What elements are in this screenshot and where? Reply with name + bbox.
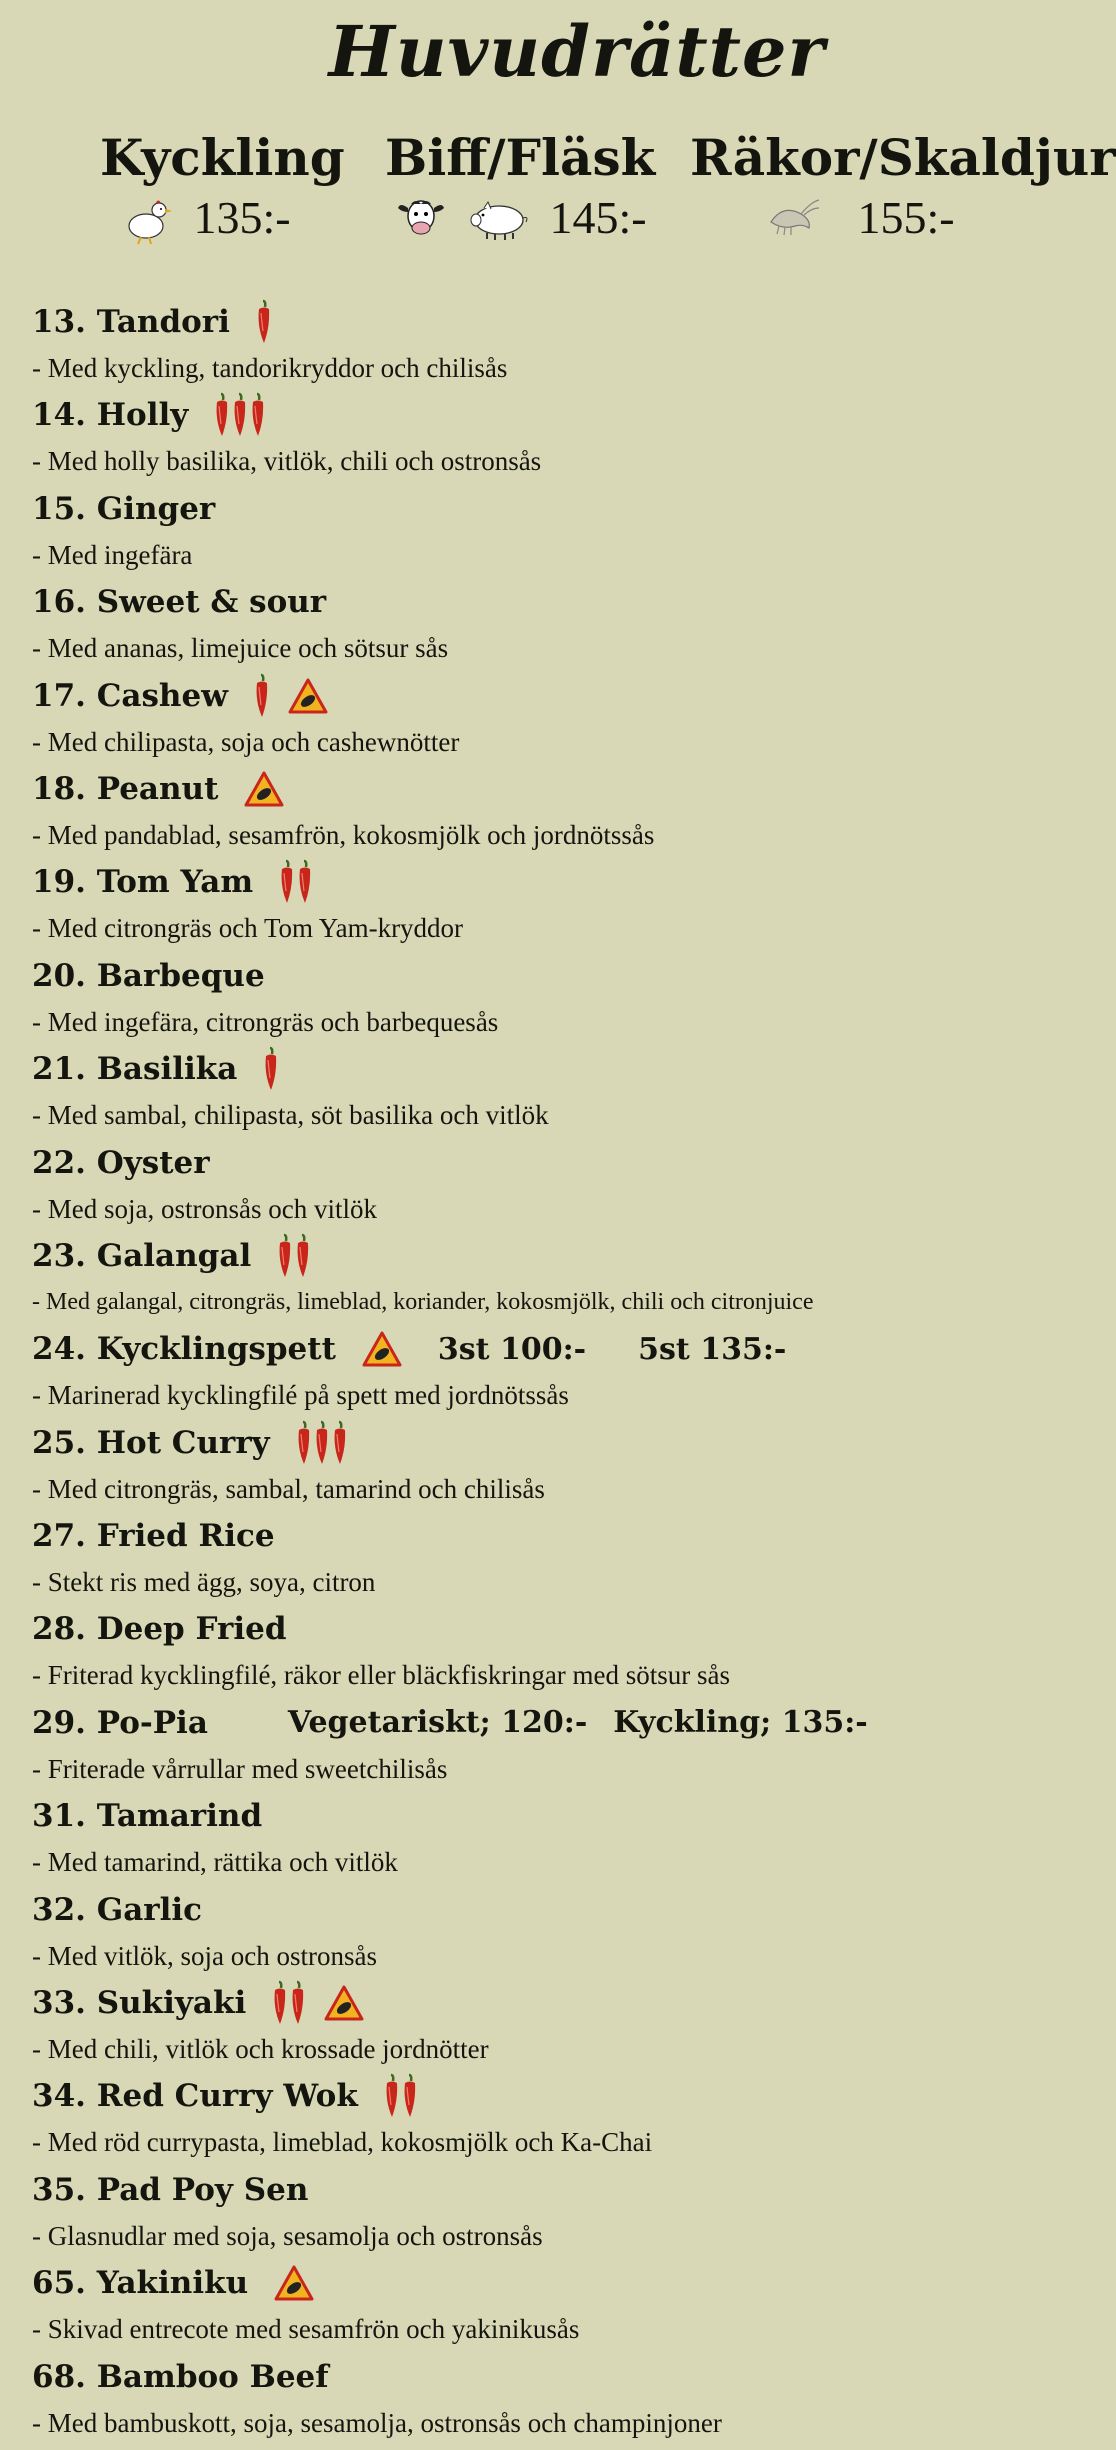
chili-icon [256, 299, 272, 345]
menu-item [32, 1137, 1032, 1230]
page-title: Huvudrätter [328, 10, 826, 93]
menu-item-header [32, 856, 1032, 908]
menu-item [32, 1790, 1032, 1883]
menu-item-description: - Med soja, ostronsås och vitlök [32, 1193, 377, 1224]
category-biff-flask [385, 128, 655, 246]
menu-item [32, 1510, 1032, 1603]
menu-item-description: - Skivad entrecote med sesamfrön och yakinikusås [32, 2314, 580, 2345]
menu-item-title: 14. Holly [32, 397, 189, 434]
menu-item-header [32, 1323, 1032, 1375]
chili-icon [279, 859, 295, 905]
menu-item [32, 1603, 1032, 1696]
menu-item-header [32, 1043, 1032, 1095]
menu-item-description: - Med holly basilika, vitlök, chili och ostronsås [32, 446, 542, 477]
category-price: 155:- [857, 192, 955, 243]
menu-item-header [32, 1977, 1032, 2029]
menu-item-icons [279, 859, 315, 905]
menu-item-title: 31. Tamarind [32, 1798, 263, 1835]
menu-item-title: 16. Sweet & sour [32, 584, 327, 621]
menu-item-icons [296, 1420, 350, 1466]
nut-warning-icon [288, 678, 328, 714]
pig-icon [467, 190, 531, 246]
menu-item [32, 389, 1032, 482]
menu-item-description: - Stekt ris med ägg, soya, citron [32, 1567, 376, 1598]
category-rakor-skaldjur [690, 128, 1116, 246]
chili-icon [232, 392, 248, 438]
menu-item-header [32, 1884, 1032, 1936]
menu-item-header [32, 2351, 1032, 2403]
menu-item-price-option: 5st 135:- [638, 1331, 787, 1367]
menu-item [32, 483, 1032, 576]
menu-item-title: 65. Yakiniku [32, 2265, 249, 2302]
chili-icon [402, 2073, 418, 2119]
chili-icon [272, 1980, 288, 2026]
chili-icon [214, 392, 230, 438]
menu-item-description: - Med chili, vitlök och krossade jordnötter [32, 2034, 489, 2065]
menu-item-description: - Med citrongräs, sambal, tamarind och chilisås [32, 1473, 545, 1504]
menu-item-title: 17. Cashew [32, 677, 228, 714]
category-price: 145:- [549, 192, 647, 243]
category-name: Kyckling [100, 128, 345, 187]
chicken-icon [119, 190, 175, 246]
menu-item-title: 21. Basilika [32, 1051, 238, 1088]
menu-item-header [32, 2257, 1032, 2309]
menu-item [32, 2164, 1032, 2257]
menu-item-header [32, 763, 1032, 815]
menu-item-title: 68. Bamboo Beef [32, 2358, 329, 2395]
menu-item [32, 1230, 1032, 1323]
chili-icon [263, 1046, 279, 1092]
menu-item-title: 23. Galangal [32, 1237, 252, 1274]
menu-item-title: 20. Barbeque [32, 957, 265, 994]
menu-item [32, 2070, 1032, 2163]
menu-item-icons [263, 1046, 281, 1092]
menu-item-header [32, 296, 1032, 348]
menu-item [32, 763, 1032, 856]
menu-item-description: - Med kyckling, tandorikryddor och chilisås [32, 353, 508, 383]
menu-item-icons [384, 2073, 420, 2119]
menu-item-description: - Med citrongräs och Tom Yam-kryddor [32, 913, 464, 944]
menu-item-title: 22. Oyster [32, 1144, 210, 1181]
menu-item-title: 24. Kycklingspett [32, 1331, 336, 1368]
menu-item-title: 28. Deep Fried [32, 1611, 287, 1648]
nut-warning-icon [274, 2265, 314, 2301]
menu-item-header [32, 1603, 1032, 1655]
menu-item-header [32, 1417, 1032, 1469]
menu-item-title: 13. Tandori [32, 304, 230, 340]
chili-icon [295, 1233, 311, 1279]
chili-icon [314, 1420, 330, 1466]
chili-icon [277, 1233, 293, 1279]
nut-warning-icon [362, 1331, 402, 1367]
menu-item [32, 856, 1032, 949]
menu-item-title: 25. Hot Curry [32, 1424, 270, 1461]
menu-item-description: - Glasnudlar med soja, sesamolja och ostronsås [32, 2220, 543, 2251]
chili-icon [254, 673, 270, 719]
menu-item-icons [362, 1331, 402, 1367]
menu-item [32, 1043, 1032, 1136]
menu-item [32, 2351, 1032, 2444]
menu-item-icons [272, 1980, 364, 2026]
menu-item [32, 2257, 1032, 2350]
menu-item-header [32, 576, 1032, 628]
menu-item-header [32, 670, 1032, 722]
menu-item [32, 1323, 1032, 1416]
chili-icon [296, 1420, 312, 1466]
menu-item [32, 296, 1032, 389]
nut-warning-icon [244, 771, 284, 807]
menu-item-description: - Med ananas, limejuice och sötsur sås [32, 633, 449, 664]
menu-item-description: - Med vitlök, soja och ostronsås [32, 1940, 377, 1971]
menu-item-price-option: Vegetariskt; 120:- [287, 1705, 588, 1741]
menu-item-description: - Med ingefära, citrongräs och barbequesås [32, 1006, 499, 1037]
menu-item [32, 670, 1032, 763]
menu-item [32, 1884, 1032, 1977]
menu-item-header [32, 483, 1032, 535]
menu-item-description: - Med pandablad, sesamfrön, kokosmjölk och jordnötssås [32, 819, 655, 850]
menu-item-description: - Med chilipasta, soja och cashewnötter [32, 726, 460, 757]
menu-item-icons [254, 673, 328, 719]
menu-item-title: 33. Sukiyaki [32, 1985, 247, 2022]
menu-item-price-option: 3st 100:- [437, 1331, 587, 1367]
menu-item-icons [214, 392, 268, 438]
menu-item-description: - Friterade vårrullar med sweetchilisås [32, 1753, 448, 1784]
menu-item-description: - Friterad kycklingfilé, räkor eller bläckfiskringar med sötsur sås [32, 1660, 731, 1691]
menu-item-header [32, 1790, 1032, 1842]
menu-item-icons [244, 771, 284, 807]
menu-item-icons [256, 299, 274, 345]
menu-item-title: 18. Peanut [32, 770, 219, 807]
category-name: Räkor/Skaldjur [690, 128, 1116, 187]
menu-item-header [32, 389, 1032, 441]
menu-item [32, 1697, 1032, 1790]
menu-item-description: - Marinerad kycklingfilé på spett med jordnötssås [32, 1380, 569, 1411]
menu-item-title: 29. Po-Pia [32, 1704, 208, 1741]
menu-item-header [32, 1697, 1032, 1749]
menu-item-description: - Med tamarind, rättika och vitlök [32, 1847, 398, 1878]
menu-item [32, 576, 1032, 669]
menu-item-header [32, 1137, 1032, 1189]
cow-icon [393, 190, 449, 246]
menu-item-title: 34. Red Curry Wok [32, 2078, 358, 2115]
menu-item-title: 15. Ginger [32, 490, 216, 527]
chili-icon [384, 2073, 400, 2119]
menu-item-title: 19. Tom Yam [32, 864, 254, 901]
menu-item-header [32, 1510, 1032, 1562]
menu-item-description: - Med galangal, citrongräs, limeblad, koriander, kokosmjölk, chili och citronjuice [32, 1288, 814, 1315]
menu-item [32, 1977, 1032, 2070]
menu-list [32, 296, 1032, 2444]
menu-item-header [32, 950, 1032, 1002]
chili-icon [290, 1980, 306, 2026]
menu-item [32, 950, 1032, 1043]
chili-icon [250, 392, 266, 438]
menu-item-description: - Med bambuskott, soja, sesamolja, ostronsås och champinjoner [32, 2407, 722, 2438]
menu-item-price-option: Kyckling; 135:- [613, 1705, 868, 1741]
category-price: 135:- [193, 192, 291, 243]
menu-item-header [32, 1230, 1032, 1282]
menu-item-header [32, 2070, 1032, 2122]
menu-item-header [32, 2164, 1032, 2216]
nut-warning-icon [324, 1985, 364, 2021]
menu-item-title: 27. Fried Rice [32, 1518, 275, 1555]
menu-item-description: - Med ingefära [32, 539, 193, 570]
menu-item-icons [277, 1233, 313, 1279]
menu-item-description: - Med röd currypasta, limeblad, kokosmjölk och Ka-Chai [32, 2127, 653, 2158]
menu-item [32, 1417, 1032, 1510]
chili-icon [332, 1420, 348, 1466]
menu-item-description: - Med sambal, chilipasta, söt basilika och vitlök [32, 1100, 549, 1131]
menu-item-title: 35. Pad Poy Sen [32, 2171, 309, 2208]
menu-item-title: 32. Garlic [32, 1891, 203, 1928]
shrimp-icon [765, 190, 821, 246]
chili-icon [297, 859, 313, 905]
category-name: Biff/Fläsk [385, 128, 656, 187]
category-kyckling [100, 128, 345, 246]
menu-item-icons [274, 2265, 314, 2301]
